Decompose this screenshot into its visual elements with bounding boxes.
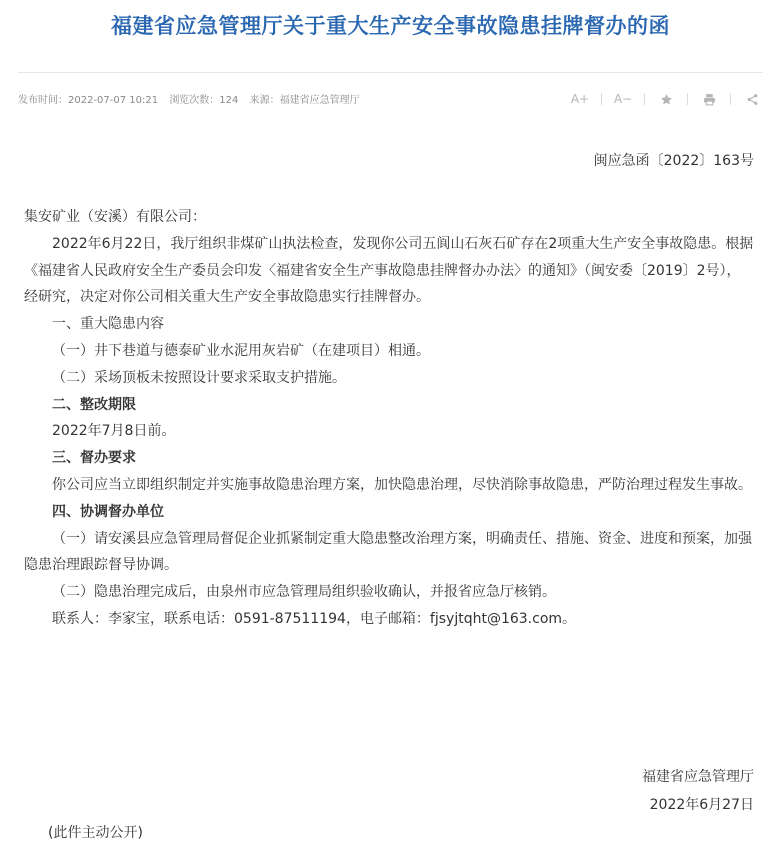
section-3-text: 你公司应当立即组织制定并实施事故隐患治理方案，加快隐患治理，尽快消除事故隐患，严防治理过程发生事故。 [52,476,752,493]
section-4-item-2: （二）隐患治理完成后，由泉州市应急管理局组织验收确认，并报省应急厅核销。 [52,584,556,601]
source: 来源：福建省应急管理厅 [249,95,360,106]
signatory: 福建省应急管理厅 [642,769,754,785]
section-1-heading: 一、重大隐患内容 [52,316,164,333]
document-number: 闽应急函〔2022〕163号 [593,153,754,169]
toolbar-divider [687,93,688,105]
share-icon[interactable] [741,88,763,110]
publish-time: 发布时间：2022-07-07 10:21 [18,95,159,106]
section-2-heading: 二、整改期限 [52,396,136,413]
page-title: 福建省应急管理厅关于重大生产安全事故隐患挂牌督办的函 [111,14,670,38]
toolbar-divider [644,93,645,105]
toolbar-divider [730,93,731,105]
section-1-item-1: （一）井下巷道与德泰矿业水泥用灰岩矿（在建项目）相通。 [52,342,430,359]
toolbar-divider [601,93,602,105]
section-3-heading: 三、督办要求 [52,450,136,467]
article-meta [18,91,368,106]
section-2-text: 2022年7月8日前。 [52,423,176,440]
font-increase-button[interactable]: A+ [570,92,590,106]
section-1-item-2: （二）采场顶板未按照设计要求采取支护措施。 [52,369,346,386]
document-body [24,204,754,633]
font-decrease-button[interactable]: A− [613,92,633,106]
meta-divider [18,72,763,73]
view-count: 浏览次数：124 [169,95,239,106]
issue-date: 2022年6月27日 [649,797,754,813]
contact-info: 联系人：李家宝，联系电话：0591-87511194，电子邮箱：fjsyjtqht@163.com。 [52,610,577,627]
star-icon[interactable] [655,88,677,110]
article-toolbar [569,88,763,110]
print-icon[interactable] [698,88,720,110]
addressee: 集安矿业（安溪）有限公司： [24,209,206,225]
disclosure-note: (此件主动公开) [48,825,143,841]
section-4-heading: 四、协调督办单位 [52,503,164,520]
section-4-item-1: （一）请安溪县应急管理局督促企业抓紧制定重大隐患整改治理方案，明确责任、措施、资金、进度和预案，加强隐患治理跟踪督导协调。 [24,530,752,574]
intro-paragraph: 2022年6月22日，我厅组织非煤矿山执法检查，发现你公司五阆山石灰石矿存在2项重大生产安全事故隐患。根据《福建省人民政府安全生产委员会印发〈福建省安全生产事故隐患挂牌督办办法〉的通知》（闽安委〔2019〕2号），经研究，决定对你公司相关重大生产安全事故隐患实行挂牌督办。 [24,235,754,306]
